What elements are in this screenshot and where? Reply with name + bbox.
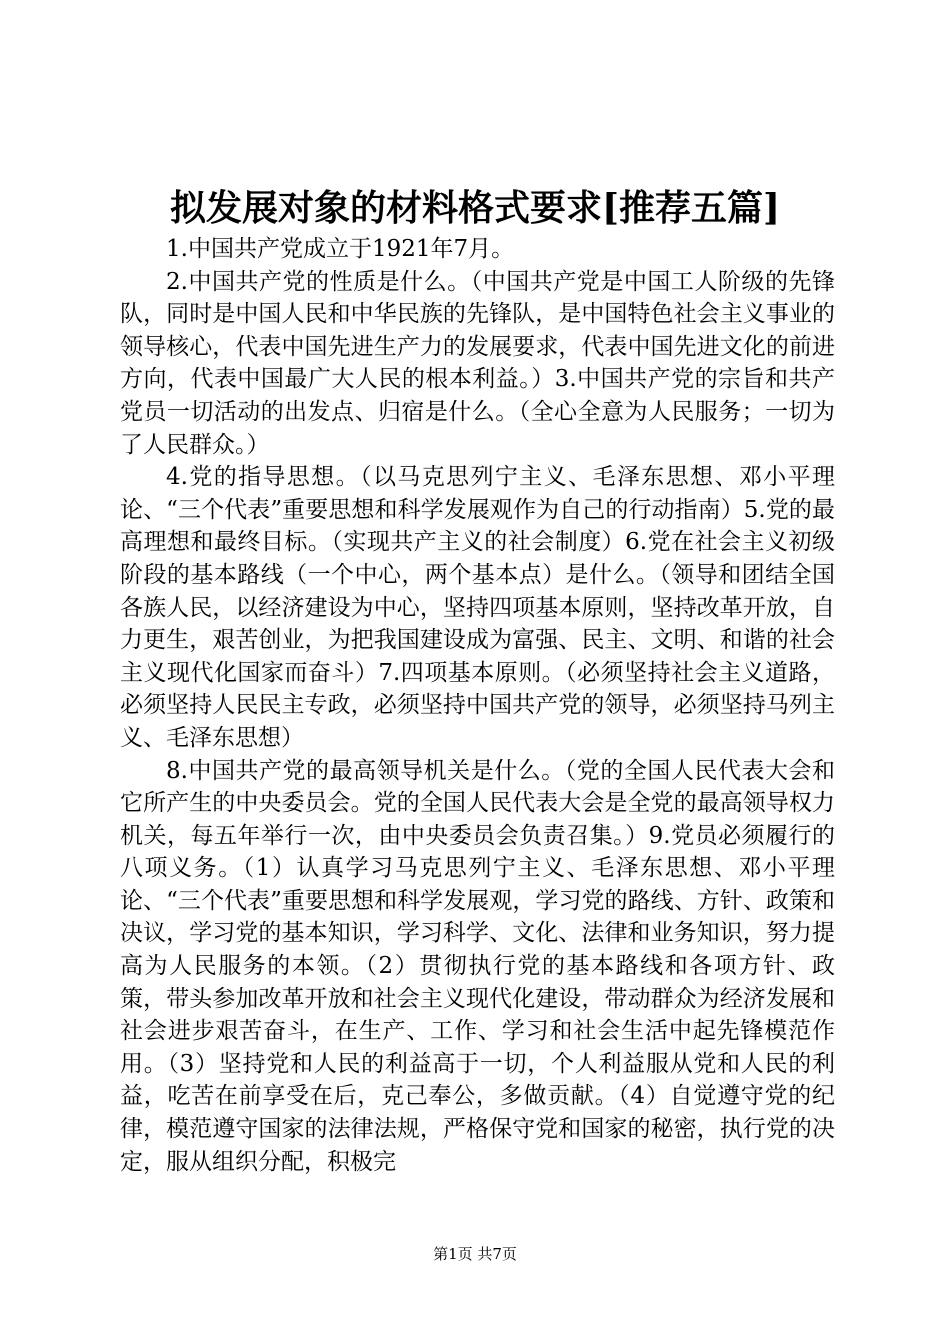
paragraph-4: 8.中国共产党的最高领导机关是什么。（党的全国人民代表大会和它所产生的中央委员会。党的全国人民代表大会是全党的最高领导权力机关，每五年举行一次，由中央委员会负责召集。）9.党员必须履行的八项义务。（1）认真学习马克思列宁主义、毛泽东思想、邓小平理论、“三个代表”重要思想和科学发展观，学习党的路线、方针、政策和决议，学习党的基本知识，学习科学、文化、法律和业务知识，努力提高为人民服务的本领。（2）贯彻执行党的基本路线和各项方针、政策，带头参加改革开放和社会主义现代化建设，带动群众为经济发展和社会进步艰苦奋斗，在生产、工作、学习和社会生活中起先锋模范作用。（3）坚持党和人民的利益高于一切，个人利益服从党和人民的利益，吃苦在前享受在后，克己奉公，多做贡献。（4）自觉遵守党的纪律，模范遵守国家的法律法规，严格保守党和国家的秘密，执行党的决定，服从组织分配，积极完 xyxy=(120,757,835,1175)
document-body xyxy=(120,233,835,1178)
paragraph-2: 2.中国共产党的性质是什么。（中国共产党是中国工人阶级的先锋队，同时是中国人民和中华民族的先锋队，是中国特色社会主义事业的领导核心，代表中国先进生产力的发展要求，代表中国先进文化的前进方向，代表中国最广大人民的根本利益。）3.中国共产党的宗旨和共产党员一切活动的出发点、归宿是什么。（全心全意为人民服务；一切为了人民群众。） xyxy=(120,268,835,458)
document-title: 拟发展对象的材料格式要求[推荐五篇] xyxy=(169,187,781,229)
paragraph-3: 4.党的指导思想。（以马克思列宁主义、毛泽东思想、邓小平理论、“三个代表”重要思想和科学发展观作为自己的行动指南）5.党的最高理想和最终目标。（实现共产主义的社会制度）6.党在社会主义初级阶段的基本路线（一个中心，两个基本点）是什么。（领导和团结全国各族人民，以经济建设为中心，坚持四项基本原则，坚持改革开放，自力更生，艰苦创业，为把我国建设成为富强、民主、文明、和谐的社会主义现代化国家而奋斗）7.四项基本原则。（必须坚持社会主义道路，必须坚持人民民主专政，必须坚持中国共产党的领导，必须坚持马列主义、毛泽东思想） xyxy=(120,464,835,751)
page-footer: 第1页 共7页 xyxy=(433,1245,517,1263)
paragraph-1: 1.中国共产党成立于1921年7月。 xyxy=(166,236,515,262)
